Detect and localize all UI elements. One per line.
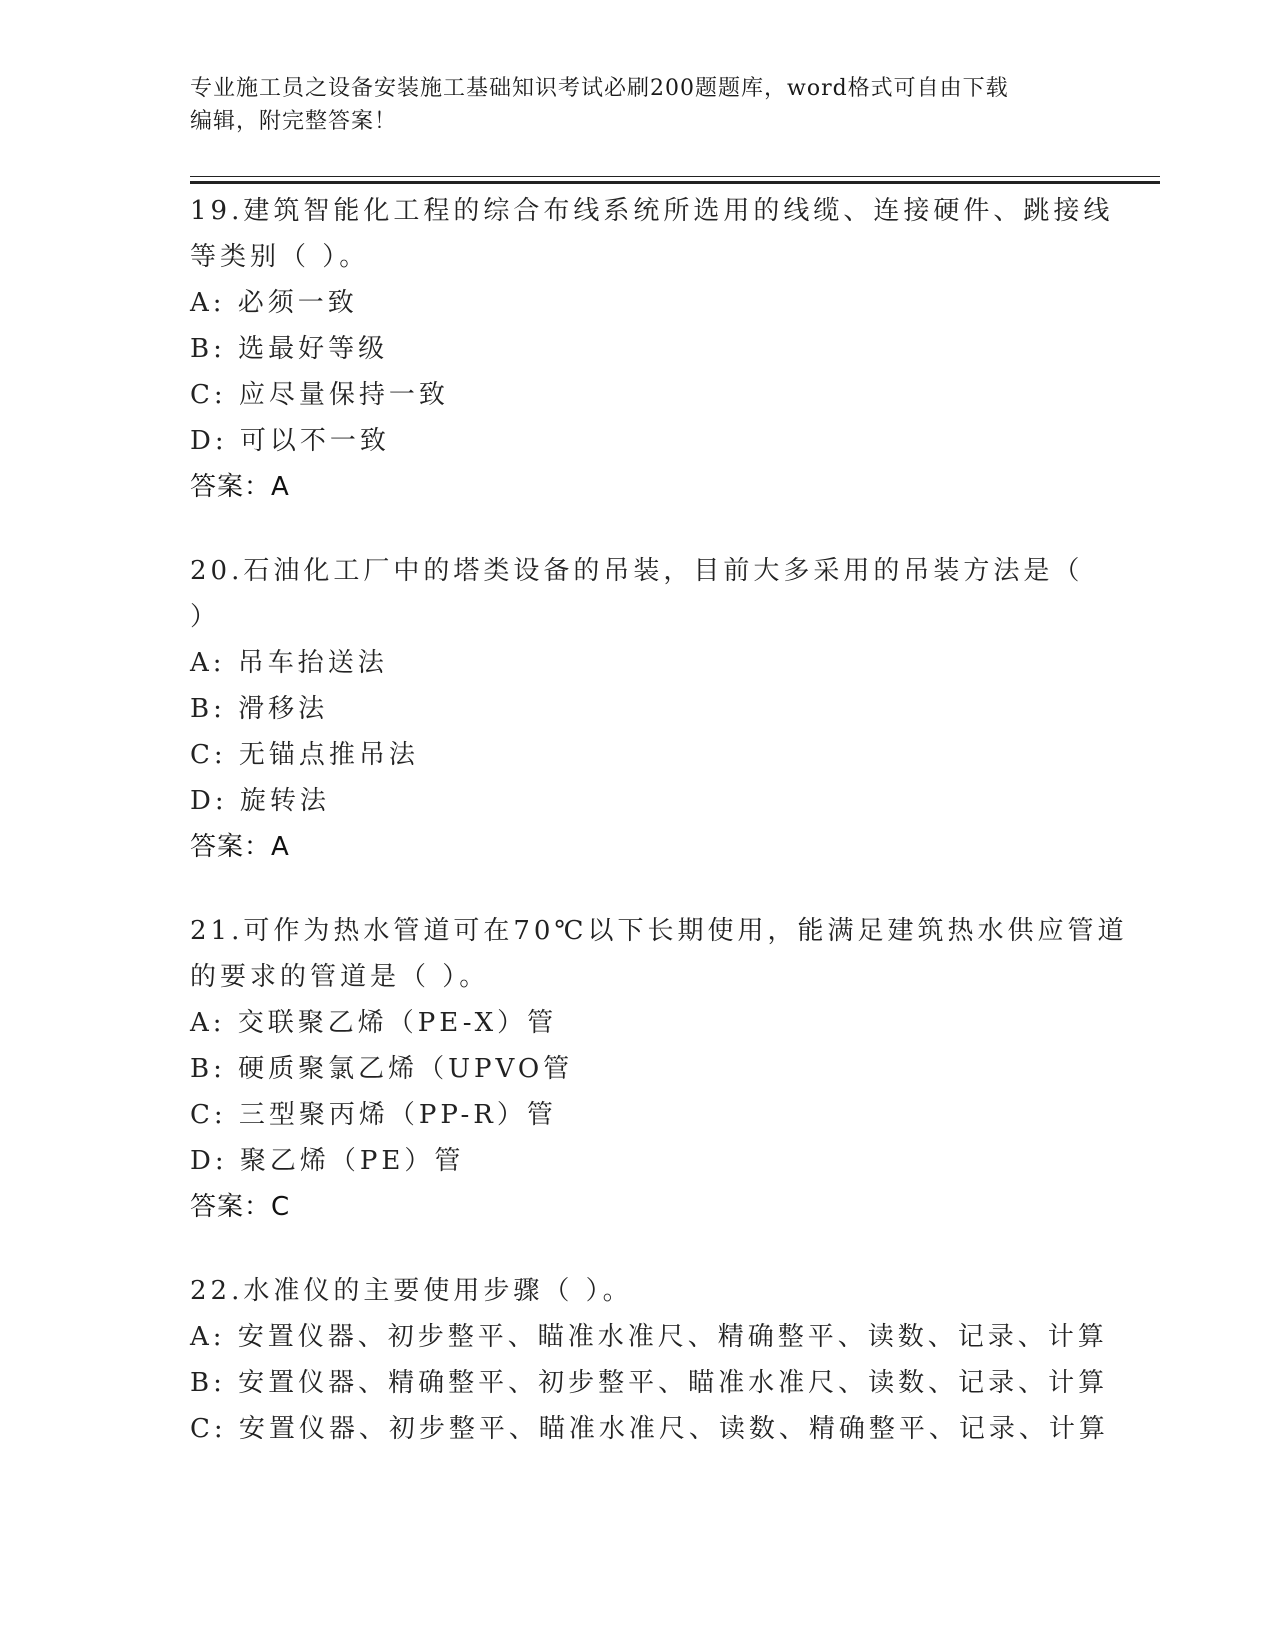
option-a: A: 安置仪器、初步整平、瞄准水准尺、精确整平、读数、记录、计算 xyxy=(190,1322,1108,1352)
option-b: B: 安置仪器、精确整平、初步整平、瞄准水准尺、读数、记录、计算 xyxy=(190,1368,1109,1398)
question-19 xyxy=(190,188,1114,510)
option-b: B: 选最好等级 xyxy=(190,334,389,364)
question-stem-line: 等类别（ ）。 xyxy=(190,242,370,272)
option-c: C: 三型聚丙烯（PP-R）管 xyxy=(190,1100,557,1130)
question-22 xyxy=(190,1268,1109,1452)
question-stem-line: ） xyxy=(190,602,221,632)
option-a: A: 吊车抬送法 xyxy=(190,648,388,678)
answer-prefix: 答案： xyxy=(190,1192,272,1222)
answer-value: C xyxy=(271,1192,291,1222)
answer-line xyxy=(190,1184,1090,1230)
header-title-line-2: 编辑，附完整答案！ xyxy=(190,109,398,134)
option-a: A: 交联聚乙烯（PE-X）管 xyxy=(190,1008,558,1038)
question-stem-line: 21.可作为热水管道可在70℃以下长期使用，能满足建筑热水供应管道 xyxy=(190,916,1128,946)
header-title-line-1: 专业施工员之设备安装施工基础知识考试必刷200题题库，word格式可自由下载 xyxy=(190,76,1009,101)
header-divider-thick xyxy=(190,181,1160,184)
option-c: C: 无锚点推吊法 xyxy=(190,740,419,770)
header-divider-thin xyxy=(190,176,1160,177)
question-20 xyxy=(190,548,1090,870)
question-stem-line: 19.建筑智能化工程的综合布线系统所选用的线缆、连接硬件、跳接线 xyxy=(190,196,1114,226)
answer-line xyxy=(190,824,1090,870)
answer-prefix: 答案： xyxy=(190,832,272,862)
option-c: C: 安置仪器、初步整平、瞄准水准尺、读数、精确整平、记录、计算 xyxy=(190,1414,1109,1444)
question-21 xyxy=(190,908,1128,1230)
option-b: B: 滑移法 xyxy=(190,694,329,724)
answer-prefix: 答案： xyxy=(190,472,272,502)
option-d: D: 旋转法 xyxy=(190,786,330,816)
option-d: D: 聚乙烯（PE）管 xyxy=(190,1146,465,1176)
option-b: B: 硬质聚氯乙烯（UPVO管 xyxy=(190,1054,574,1084)
question-list xyxy=(190,188,1128,1490)
option-c: C: 应尽量保持一致 xyxy=(190,380,449,410)
question-stem-line: 22.水准仪的主要使用步骤（ ）。 xyxy=(190,1276,633,1306)
answer-line xyxy=(190,464,1090,510)
answer-value: A xyxy=(271,832,290,862)
option-a: A: 必须一致 xyxy=(190,288,358,318)
answer-value: A xyxy=(271,472,290,502)
document-header xyxy=(190,72,1090,138)
option-d: D: 可以不一致 xyxy=(190,426,390,456)
question-stem-line: 的要求的管道是（ ）。 xyxy=(190,962,490,992)
question-stem-line: 20.石油化工厂中的塔类设备的吊装，目前大多采用的吊装方法是（ xyxy=(190,556,1084,586)
